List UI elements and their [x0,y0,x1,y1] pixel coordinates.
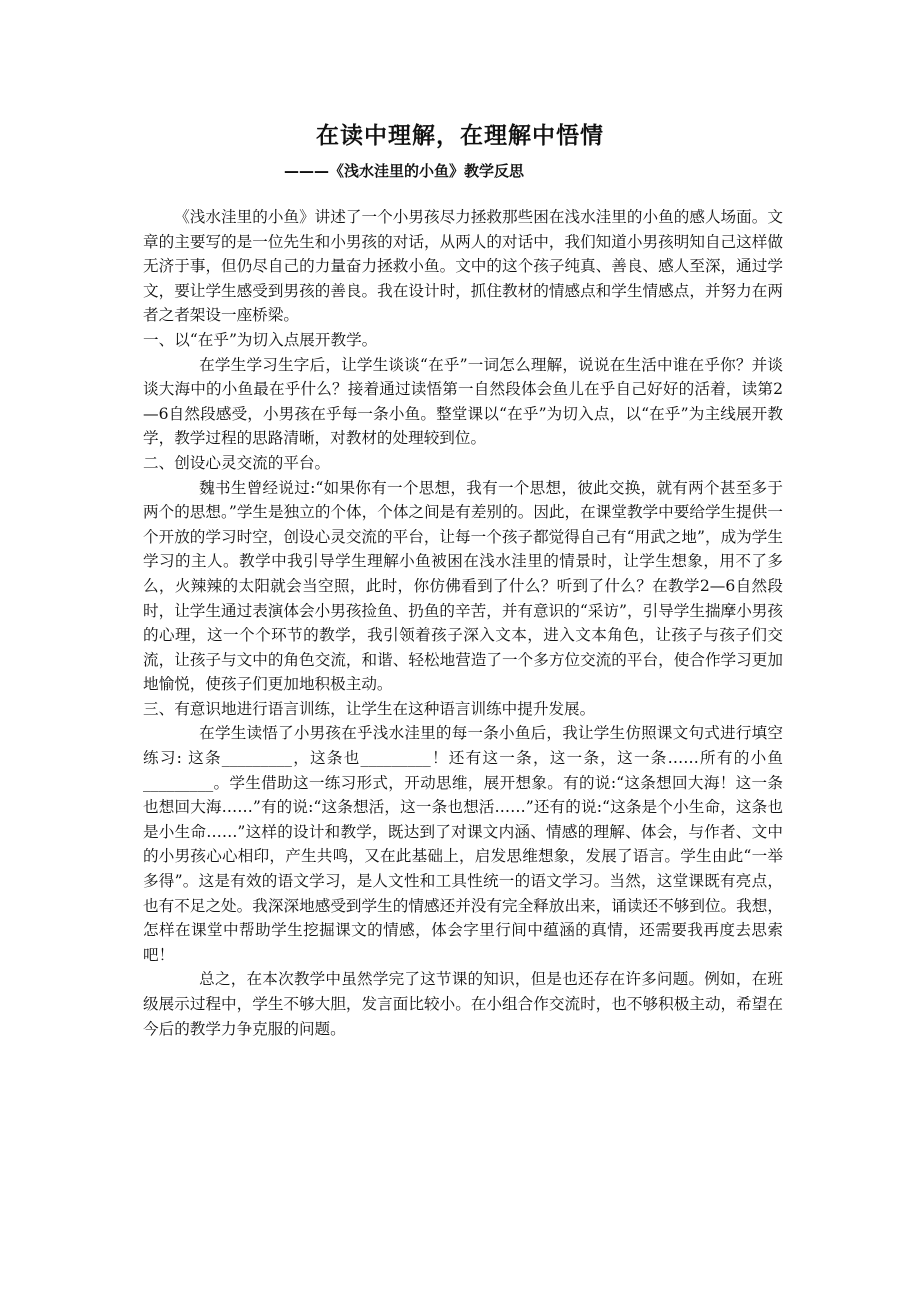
section-heading-2: 二、创设心灵交流的平台。 [143,453,331,472]
section-paragraph-2: 魏书生曾经说过:“如果你有一个思想，我有一个思想，彼此交换，就有两个甚至多于两个的思想。”学生是独立的个体，个体之间是有差别的。因此，在课堂教学中要给学生提供一个开放的学习时空，创设心灵交流的平台，让每一个孩子都觉得自己有“用武之地”，成为学生学习的主人。教学中我引导学生理解小鱼被困在浅水洼里的情景时，让学生想象，用不了多么，火辣辣的太阳就会当空照，此时，你仿佛看到了什么？听到了什么？在教学2—6自然段时，让学生通过表演体会小男孩捡鱼、扔鱼的辛苦，并有意识的“采访”，引导学生揣摩小男孩的心理，这一个个环节的教学，我引领着孩子深入文本，进入文本角色，让孩子与孩子们交流，让孩子与文中的角色交流，和谐、轻松地营造了一个多方位交流的平台，使合作学习更加地愉悦，使孩子们更加地积极主动。 [143,478,783,694]
document-title: 在读中理解，在理解中悟情 [316,123,604,149]
section-heading-3: 三、有意识地进行语言训练，让学生在这种语言训练中提升发展。 [143,699,596,718]
conclusion-paragraph: 总之，在本次教学中虽然学完了这节课的知识，但是也还存在许多问题。例如，在班级展示过程中，学生不够大胆，发言面比较小。在小组合作交流时，也不够积极主动，希望在今后的教学力争克服的问题。 [143,970,783,1038]
document-body [143,205,783,1041]
document-subtitle: ———《浅水洼里的小鱼》教学反思 [284,162,525,180]
section-heading-1: 一、以“在乎”为切入点展开教学。 [143,330,378,349]
intro-paragraph: 《浅水洼里的小鱼》讲述了一个小男孩尽力拯救那些困在浅水洼里的小鱼的感人场面。文章的主要写的是一位先生和小男孩的对话，从两人的对话中，我们知道小男孩明知自己这样做无济于事，但仍尽自己的力量奋力拯救小鱼。文中的这个孩子纯真、善良、感人至深，通过学文，要让学生感受到男孩的善良。我在设计时，抓住教材的情感点和学生情感点，并努力在两者之者架设一座桥梁。 [143,208,783,325]
section-paragraph-1: 在学生学习生字后，让学生谈谈“在乎”一词怎么理解，说说在生活中谁在乎你？并谈谈大海中的小鱼最在乎什么？接着通过读悟第一自然段体会鱼儿在乎自己好好的活着，读第2—6自然段感受，小男孩在乎每一条小鱼。整堂课以“在乎”为切入点，以“在乎”为主线展开教学，教学过程的思路清晰，对教材的处理较到位。 [143,355,783,448]
section-paragraph-3: 在学生读悟了小男孩在乎浅水洼里的每一条小鱼后，我让学生仿照课文句式进行填空练习: 这条_________，这条也_________！还有这一条，这一条，这一条……所有的小鱼_________。学生借助这一练习形式，开动思维，展开想象。有的说:“这条想回大海！这一条也想回大海……”有的说:“这条想活，这一条也想活……”还有的说:“这条是个小生命，这条也是小生命……”这样的设计和教学，既达到了对课文内涵、情感的理解、体会，与作者、文中的小男孩心心相印，产生共鸣，又在此基础上，启发思维想象，发展了语言。学生由此“一举多得”。这是有效的语文学习，是人文性和工具性统一的语文学习。当然，这堂课既有亮点，也有不足之处。我深深地感受到学生的情感还并没有完全释放出来，诵读还不够到位。我想，怎样在课堂中帮助学生挖掘课文的情感，体会字里行间中蕴涵的真情，还需要我再度去思索吧！ [143,724,783,964]
